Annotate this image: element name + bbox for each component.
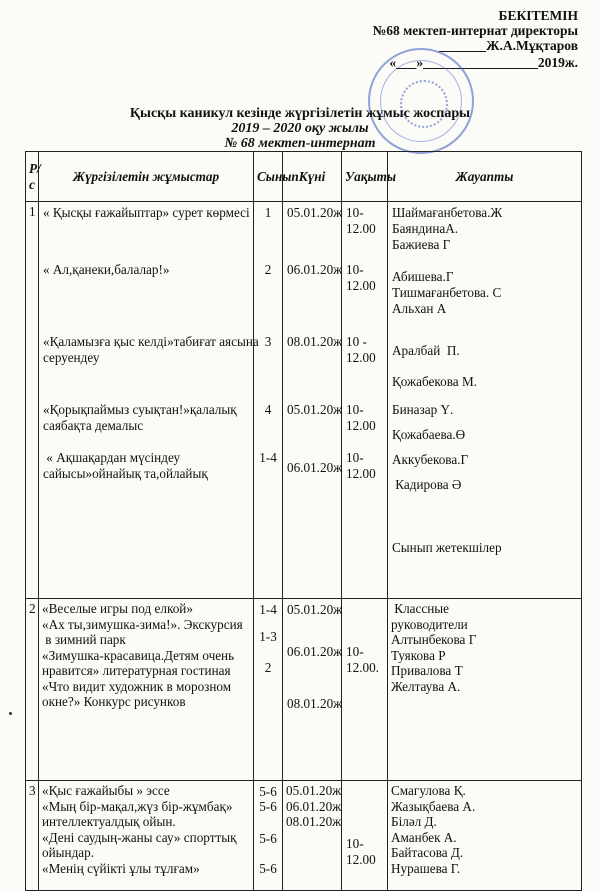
director-position: №68 мектеп-интернат директоры	[372, 23, 578, 38]
date-cell: 05.01.20ж 06.01.20ж 08.01.20ж 05.01.20ж 06.01.20ж	[283, 202, 342, 599]
work-cell	[39, 202, 259, 599]
class-cell: 1 2 3 4 1-4	[254, 202, 283, 599]
table-header-row	[26, 152, 582, 202]
activity-2: « Ал,қанеки,балалар!»	[43, 262, 170, 277]
work-cell: «Қыс ғажайыбы » эссе «Мың бір-мақал,жүз бір-жұмбақ» интеллектуалдық ойын. «Дені саудың-жаны сау» спорттық ойындар. «Менің сүйікті ұлы тұлғам»	[39, 781, 254, 891]
plan-title: Қысқы каникул кезінде жүргізілетін жұмыс жоспары	[129, 106, 471, 121]
header-responsible: Жауапты	[388, 152, 582, 202]
work-plan-table	[25, 151, 582, 891]
class-cell: 1-4 1-3 2	[254, 599, 283, 781]
time-cell: 10- 12.00.	[342, 599, 388, 781]
table-row	[26, 781, 582, 891]
table-row	[26, 599, 582, 781]
time-cell: 10-12.00 10-12.00 10 - 12.00 10-12.00 10-12.00	[342, 202, 388, 599]
director-name: _______Ж.А.Мұқтаров	[438, 38, 578, 53]
activity-3: «Қаламызға қыс келді»табиғат аясына серуендеу	[43, 334, 259, 365]
work-cell: «Веселые игры под елкой» «Ах ты,зимушка-зима!». Экскурсия в зимний парк «Зимушка-красавица.Детям очень нравится» литературная гостиная «Что видит художник в морозном окне?» Конкурс рисунков	[39, 599, 254, 781]
date-cell: 05.01.20ж 06.01.20ж 08.01.20ж	[283, 599, 342, 781]
activity-4: «Қорықпаймыз суықтан!»қалалық саябақта демалыс	[43, 402, 237, 433]
row-number: 1	[26, 202, 39, 599]
approve-heading: БЕКІТЕМІН	[498, 8, 578, 23]
row-number: 3	[26, 781, 39, 891]
approval-date: «___»_________________2019ж.	[389, 55, 578, 70]
activity-1: « Қысқы ғажайыптар» сурет көрмесі	[43, 205, 250, 220]
header-class: Сынып	[254, 152, 283, 202]
responsible-cell: Смагулова Қ. Жазықбаева А. Біләл Д. Аманбек А. Байтасова Д. Нурашева Г.	[388, 781, 582, 891]
academic-year: 2019 – 2020 оқу жылы	[231, 121, 369, 136]
header-no: Р/с	[26, 152, 39, 202]
table-row	[26, 202, 582, 599]
header-work: Жүргізілетін жұмыстар	[39, 152, 254, 202]
header-date: Күні	[283, 152, 342, 202]
row-number: 2	[26, 599, 39, 781]
responsible-cell: Шаймағанбетова.Ж БаяндинаА. Бажиева Г Абишева.Г Тишмағанбетова. С Альхан А Аралбай П. Қожабекова М. Биназар Ү. Қожабаева.Ө Аккубекова.Г Кадирова Ә Сынып жетекшілер	[388, 202, 582, 599]
time-cell: 10-12.00	[342, 781, 388, 891]
date-cell: 05.01.20ж 06.01.20ж 08.01.20ж	[283, 781, 342, 891]
responsible-cell: Классные руководители Алтынбекова Г Туякова Р Привалова Т Желтаува А.	[388, 599, 582, 781]
header-time: Уақыты	[342, 152, 388, 202]
class-cell: 5-6 5-6 5-6 5-6	[254, 781, 283, 891]
activity-5: « Ақшақардан мүсіндеу сайысы»ойнайық та,ойлайық	[43, 450, 208, 481]
school-name: № 68 мектеп-интернат	[224, 136, 376, 151]
scan-speck	[9, 712, 12, 715]
